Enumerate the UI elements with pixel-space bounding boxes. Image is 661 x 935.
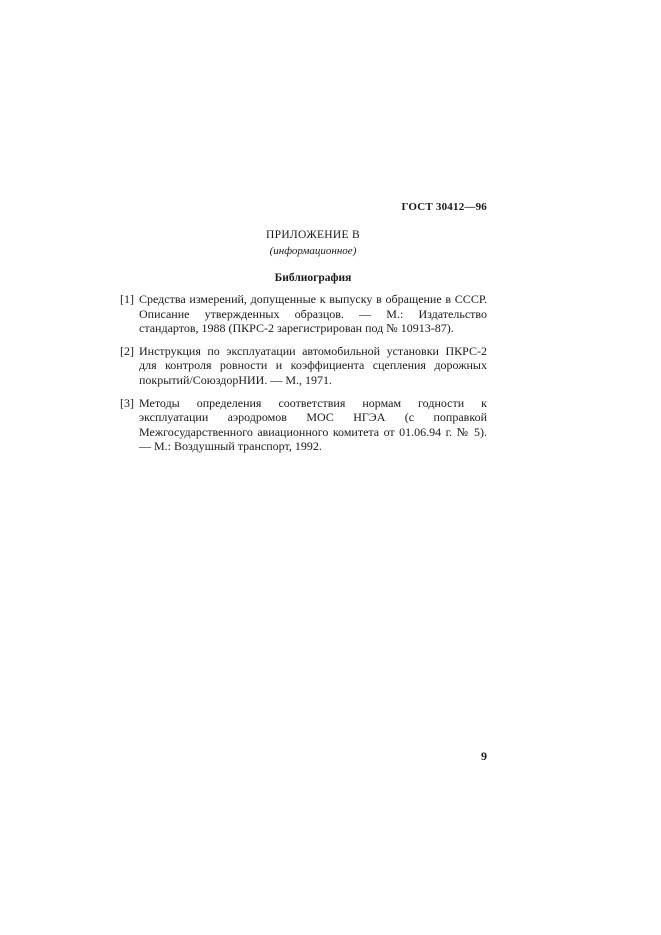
appendix-title: ПРИЛОЖЕНИЕ В (266, 229, 360, 241)
bibliography-list (120, 292, 487, 462)
bibliography-item-text: Методы определения соответствия нормам годности к эксплуатации аэродромов МОС НГЭА (с поправкой Межгосударственного авиационного комитета от 01.06.94 г. № 5). — М.: Воздушный транспорт, 1992. (139, 395, 487, 454)
bibliography-item-number: [2] (120, 343, 134, 358)
bibliography-item-number: [3] (120, 395, 134, 410)
standard-code: ГОСТ 30412—96 (401, 201, 487, 213)
bibliography-item-number: [1] (120, 292, 134, 306)
bibliography-title: Библиография (274, 272, 352, 284)
bibliography-item-2 (120, 344, 487, 388)
bibliography-item-1 (120, 292, 487, 336)
bibliography-item-3 (120, 396, 487, 454)
appendix-subtitle: (информационное) (269, 245, 357, 257)
bibliography-item-text: Инструкция по эксплуатации автомобильной установки ПКРС-2 для контроля ровности и коэффициента сцепления дорожных покрытий/СоюздорНИИ. — М., 1971. (139, 343, 487, 387)
bibliography-item-text: Средства измерений, допущенные к выпуску в обращение в СССР. Описание утвержденных образцов. — М.: Издательство стандартов, 1988 (ПКРС-2 зарегистрирован под № 10913-87). (139, 292, 487, 336)
page-number: 9 (481, 749, 487, 763)
